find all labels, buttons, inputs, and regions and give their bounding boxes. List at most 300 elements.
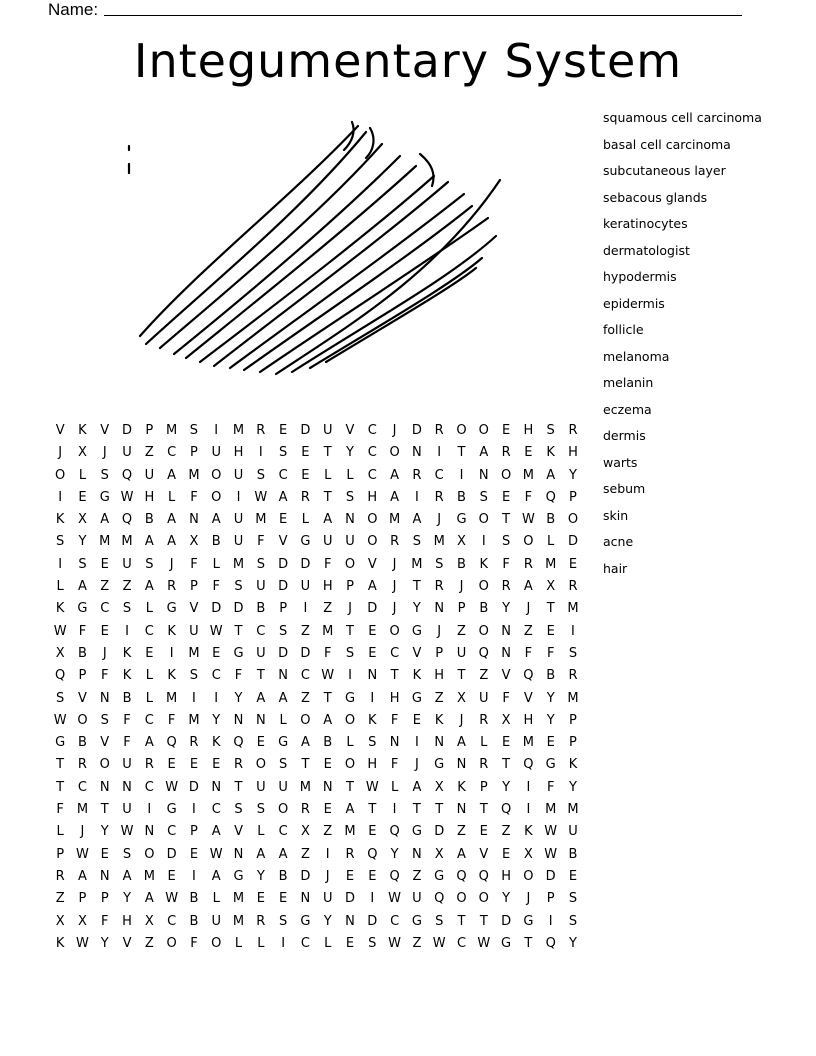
- grid-letter[interactable]: E: [167, 757, 176, 773]
- grid-letter[interactable]: A: [278, 846, 288, 862]
- grid-letter[interactable]: I: [526, 802, 531, 818]
- grid-letter[interactable]: T: [502, 757, 511, 773]
- grid-letter[interactable]: A: [211, 868, 221, 884]
- grid-letter[interactable]: F: [502, 556, 510, 572]
- grid-letter[interactable]: U: [122, 556, 132, 572]
- grid-letter[interactable]: C: [367, 445, 377, 461]
- grid-letter[interactable]: X: [77, 512, 87, 528]
- grid-letter[interactable]: T: [457, 445, 466, 461]
- grid-letter[interactable]: Y: [502, 891, 511, 907]
- grid-letter[interactable]: M: [567, 802, 579, 818]
- grid-letter[interactable]: Y: [502, 779, 511, 795]
- grid-letter[interactable]: Y: [546, 712, 555, 728]
- grid-letter[interactable]: N: [367, 668, 378, 684]
- grid-letter[interactable]: W: [388, 891, 402, 907]
- grid-letter[interactable]: H: [523, 423, 534, 438]
- grid-letter[interactable]: W: [521, 512, 535, 528]
- grid-letter[interactable]: A: [523, 579, 533, 595]
- grid-letter[interactable]: D: [300, 423, 311, 438]
- grid-letter[interactable]: D: [278, 645, 289, 661]
- grid-letter[interactable]: C: [144, 779, 154, 795]
- grid-letter[interactable]: K: [457, 779, 466, 795]
- grid-letter[interactable]: J: [348, 601, 352, 617]
- grid-letter[interactable]: H: [434, 668, 445, 684]
- grid-letter[interactable]: O: [211, 489, 222, 505]
- grid-letter[interactable]: R: [300, 802, 310, 818]
- grid-letter[interactable]: C: [278, 824, 288, 840]
- grid-letter[interactable]: M: [545, 802, 557, 818]
- grid-letter[interactable]: W: [53, 623, 67, 639]
- grid-letter[interactable]: Y: [546, 690, 555, 706]
- grid-letter[interactable]: J: [102, 445, 107, 461]
- grid-letter[interactable]: U: [300, 579, 311, 595]
- grid-letter[interactable]: G: [166, 601, 177, 617]
- grid-letter[interactable]: L: [168, 489, 176, 505]
- grid-letter[interactable]: M: [545, 556, 557, 572]
- grid-letter[interactable]: Z: [457, 623, 466, 639]
- grid-letter[interactable]: W: [477, 935, 491, 951]
- grid-letter[interactable]: B: [546, 512, 556, 528]
- grid-letter[interactable]: O: [367, 534, 378, 550]
- grid-letter[interactable]: O: [500, 467, 512, 483]
- grid-letter[interactable]: N: [99, 779, 110, 795]
- grid-letter[interactable]: M: [322, 623, 334, 639]
- grid-letter[interactable]: Q: [545, 489, 556, 505]
- grid-letter[interactable]: D: [345, 891, 356, 907]
- grid-letter[interactable]: S: [100, 712, 109, 728]
- grid-letter[interactable]: S: [234, 802, 243, 818]
- grid-letter[interactable]: X: [55, 913, 65, 929]
- grid-letter[interactable]: S: [256, 467, 265, 483]
- grid-letter[interactable]: M: [522, 467, 534, 483]
- grid-letter[interactable]: C: [144, 623, 154, 639]
- grid-letter[interactable]: E: [78, 489, 87, 505]
- grid-letter[interactable]: T: [457, 668, 466, 684]
- grid-letter[interactable]: D: [300, 868, 311, 884]
- grid-letter[interactable]: L: [145, 690, 153, 706]
- grid-letter[interactable]: L: [324, 467, 332, 483]
- grid-letter[interactable]: D: [545, 868, 556, 884]
- grid-letter[interactable]: D: [501, 913, 512, 929]
- grid-letter[interactable]: O: [456, 891, 467, 907]
- grid-letter[interactable]: C: [278, 467, 288, 483]
- grid-letter[interactable]: P: [100, 891, 109, 907]
- grid-letter[interactable]: B: [211, 534, 221, 550]
- grid-letter[interactable]: S: [345, 645, 355, 661]
- grid-letter[interactable]: Z: [300, 623, 310, 639]
- grid-letter[interactable]: M: [433, 534, 445, 550]
- grid-letter[interactable]: P: [78, 668, 87, 684]
- grid-letter[interactable]: U: [233, 534, 244, 550]
- grid-letter[interactable]: N: [211, 779, 222, 795]
- grid-letter[interactable]: E: [345, 868, 355, 884]
- grid-letter[interactable]: F: [101, 668, 109, 684]
- grid-letter[interactable]: P: [190, 579, 198, 595]
- grid-letter[interactable]: M: [143, 868, 155, 884]
- grid-letter[interactable]: T: [301, 757, 310, 773]
- grid-letter[interactable]: O: [567, 512, 579, 528]
- grid-letter[interactable]: O: [389, 623, 400, 639]
- grid-letter[interactable]: T: [412, 579, 421, 595]
- grid-letter[interactable]: G: [55, 735, 66, 751]
- grid-letter[interactable]: U: [189, 623, 199, 639]
- grid-letter[interactable]: N: [99, 690, 110, 706]
- grid-letter[interactable]: E: [368, 623, 377, 639]
- grid-letter[interactable]: L: [346, 735, 354, 751]
- grid-letter[interactable]: T: [390, 668, 399, 684]
- grid-letter[interactable]: T: [524, 935, 533, 951]
- grid-letter[interactable]: S: [122, 601, 132, 617]
- grid-letter[interactable]: R: [77, 757, 87, 773]
- grid-letter[interactable]: U: [345, 534, 355, 550]
- grid-letter[interactable]: J: [325, 868, 330, 884]
- grid-letter[interactable]: F: [234, 668, 243, 684]
- grid-letter[interactable]: H: [122, 913, 132, 929]
- grid-letter[interactable]: I: [192, 690, 196, 706]
- grid-letter[interactable]: C: [300, 668, 310, 684]
- grid-letter[interactable]: Q: [121, 512, 133, 528]
- grid-letter[interactable]: O: [478, 891, 489, 907]
- grid-letter[interactable]: C: [434, 467, 444, 483]
- grid-letter[interactable]: E: [323, 802, 332, 818]
- grid-letter[interactable]: Q: [166, 735, 177, 751]
- grid-letter[interactable]: R: [256, 913, 266, 929]
- grid-letter[interactable]: S: [145, 556, 154, 572]
- grid-letter[interactable]: G: [434, 868, 445, 884]
- grid-letter[interactable]: I: [526, 779, 531, 795]
- grid-letter[interactable]: K: [122, 668, 132, 684]
- grid-letter[interactable]: G: [77, 601, 88, 617]
- grid-letter[interactable]: I: [236, 489, 241, 505]
- grid-letter[interactable]: B: [144, 512, 154, 528]
- grid-letter[interactable]: T: [56, 757, 65, 773]
- grid-letter[interactable]: D: [122, 423, 133, 438]
- grid-letter[interactable]: R: [479, 712, 489, 728]
- grid-letter[interactable]: R: [256, 423, 266, 438]
- grid-letter[interactable]: T: [234, 779, 243, 795]
- grid-letter[interactable]: U: [456, 645, 467, 661]
- grid-letter[interactable]: S: [568, 891, 578, 907]
- grid-letter[interactable]: M: [76, 802, 89, 818]
- grid-letter[interactable]: G: [411, 690, 422, 706]
- grid-letter[interactable]: I: [169, 645, 174, 661]
- grid-letter[interactable]: J: [526, 601, 531, 617]
- grid-letter[interactable]: N: [345, 913, 355, 929]
- grid-letter[interactable]: M: [255, 512, 267, 528]
- grid-letter[interactable]: G: [545, 757, 556, 773]
- grid-letter[interactable]: N: [456, 802, 467, 818]
- grid-letter[interactable]: J: [392, 556, 397, 572]
- grid-letter[interactable]: E: [256, 891, 265, 907]
- grid-letter[interactable]: E: [501, 735, 511, 751]
- grid-letter[interactable]: K: [78, 423, 87, 438]
- grid-letter[interactable]: F: [123, 735, 131, 751]
- grid-letter[interactable]: P: [569, 712, 577, 728]
- grid-letter[interactable]: W: [165, 779, 179, 795]
- grid-letter[interactable]: L: [78, 467, 87, 483]
- grid-letter[interactable]: B: [457, 489, 466, 505]
- grid-letter[interactable]: H: [501, 868, 511, 884]
- grid-letter[interactable]: G: [278, 735, 289, 751]
- grid-letter[interactable]: A: [278, 489, 288, 505]
- grid-letter[interactable]: V: [234, 824, 243, 840]
- grid-letter[interactable]: Q: [55, 668, 66, 684]
- grid-letter[interactable]: M: [299, 779, 312, 795]
- grid-letter[interactable]: F: [190, 556, 198, 572]
- grid-letter[interactable]: D: [567, 534, 578, 550]
- grid-letter[interactable]: N: [478, 467, 489, 483]
- grid-letter[interactable]: Q: [233, 735, 244, 751]
- grid-letter[interactable]: W: [53, 712, 67, 728]
- grid-letter[interactable]: U: [233, 467, 244, 483]
- grid-letter[interactable]: R: [568, 579, 578, 595]
- grid-letter[interactable]: B: [546, 668, 556, 684]
- grid-letter[interactable]: T: [323, 489, 332, 505]
- grid-letter[interactable]: N: [434, 735, 445, 751]
- grid-letter[interactable]: D: [233, 601, 244, 617]
- grid-letter[interactable]: A: [412, 512, 422, 528]
- grid-letter[interactable]: M: [188, 467, 200, 483]
- grid-letter[interactable]: E: [189, 757, 199, 773]
- grid-letter[interactable]: L: [257, 824, 265, 840]
- grid-letter[interactable]: O: [523, 534, 534, 550]
- grid-letter[interactable]: M: [232, 556, 245, 572]
- grid-letter[interactable]: P: [479, 779, 488, 795]
- grid-letter[interactable]: V: [501, 668, 511, 684]
- grid-letter[interactable]: L: [547, 534, 555, 550]
- grid-letter[interactable]: N: [99, 868, 110, 884]
- grid-letter[interactable]: R: [189, 735, 199, 751]
- grid-letter[interactable]: A: [256, 690, 266, 706]
- grid-letter[interactable]: R: [501, 445, 511, 461]
- grid-letter[interactable]: Z: [434, 690, 444, 706]
- grid-letter[interactable]: A: [412, 779, 422, 795]
- grid-letter[interactable]: E: [100, 556, 109, 572]
- grid-letter[interactable]: I: [392, 802, 397, 818]
- grid-letter[interactable]: U: [278, 779, 288, 795]
- grid-letter[interactable]: S: [278, 623, 288, 639]
- grid-letter[interactable]: U: [322, 534, 333, 550]
- grid-letter[interactable]: S: [189, 423, 199, 438]
- grid-letter[interactable]: C: [256, 623, 266, 639]
- grid-letter[interactable]: D: [367, 601, 378, 617]
- grid-letter[interactable]: I: [370, 690, 375, 706]
- grid-letter[interactable]: D: [188, 779, 199, 795]
- grid-letter[interactable]: R: [390, 534, 400, 550]
- grid-letter[interactable]: X: [457, 534, 466, 550]
- grid-letter[interactable]: R: [55, 868, 65, 884]
- grid-letter[interactable]: D: [367, 913, 378, 929]
- grid-letter[interactable]: J: [58, 445, 63, 461]
- grid-letter[interactable]: H: [233, 445, 244, 461]
- grid-letter[interactable]: A: [77, 579, 87, 595]
- grid-letter[interactable]: W: [321, 668, 335, 684]
- grid-letter[interactable]: U: [568, 824, 578, 840]
- grid-letter[interactable]: E: [368, 824, 377, 840]
- grid-letter[interactable]: A: [390, 467, 400, 483]
- grid-letter[interactable]: E: [479, 824, 488, 840]
- grid-letter[interactable]: A: [323, 712, 333, 728]
- grid-letter[interactable]: T: [546, 601, 555, 617]
- grid-letter[interactable]: M: [166, 423, 178, 438]
- grid-letter[interactable]: J: [392, 579, 397, 595]
- grid-letter[interactable]: Y: [569, 467, 577, 483]
- grid-letter[interactable]: N: [189, 512, 199, 528]
- grid-letter[interactable]: Q: [523, 757, 534, 773]
- grid-letter[interactable]: D: [300, 556, 311, 572]
- grid-letter[interactable]: E: [212, 645, 221, 661]
- grid-letter[interactable]: O: [211, 935, 222, 951]
- grid-letter[interactable]: I: [192, 802, 196, 818]
- grid-letter[interactable]: D: [278, 556, 289, 572]
- grid-letter[interactable]: W: [432, 935, 446, 951]
- grid-letter[interactable]: Q: [389, 824, 400, 840]
- grid-letter[interactable]: B: [479, 601, 489, 617]
- grid-letter[interactable]: P: [569, 735, 577, 751]
- grid-letter[interactable]: E: [301, 467, 310, 483]
- grid-letter[interactable]: N: [389, 735, 400, 751]
- grid-letter[interactable]: B: [77, 735, 87, 751]
- grid-letter[interactable]: N: [412, 846, 422, 862]
- grid-letter[interactable]: P: [78, 891, 87, 907]
- grid-letter[interactable]: A: [144, 735, 154, 751]
- grid-letter[interactable]: K: [524, 824, 533, 840]
- grid-letter[interactable]: B: [323, 735, 333, 751]
- grid-letter[interactable]: I: [147, 802, 152, 818]
- grid-letter[interactable]: Q: [500, 802, 512, 818]
- grid-letter[interactable]: Z: [55, 891, 65, 907]
- grid-letter[interactable]: A: [390, 489, 400, 505]
- grid-letter[interactable]: T: [100, 802, 109, 818]
- grid-letter[interactable]: I: [325, 846, 330, 862]
- grid-letter[interactable]: T: [256, 668, 265, 684]
- grid-letter[interactable]: S: [256, 802, 265, 818]
- grid-letter[interactable]: Y: [323, 913, 332, 929]
- grid-letter[interactable]: F: [524, 489, 533, 505]
- grid-letter[interactable]: Q: [456, 868, 467, 884]
- grid-letter[interactable]: N: [122, 779, 132, 795]
- grid-letter[interactable]: R: [501, 579, 511, 595]
- grid-letter[interactable]: O: [55, 467, 66, 483]
- grid-letter[interactable]: W: [209, 846, 223, 862]
- grid-letter[interactable]: M: [232, 423, 245, 438]
- grid-letter[interactable]: K: [568, 757, 578, 773]
- grid-letter[interactable]: F: [212, 579, 220, 595]
- grid-letter[interactable]: P: [546, 891, 555, 907]
- grid-letter[interactable]: I: [125, 623, 129, 639]
- grid-letter[interactable]: U: [256, 579, 266, 595]
- grid-letter[interactable]: C: [456, 935, 467, 951]
- grid-letter[interactable]: B: [256, 601, 266, 617]
- grid-letter[interactable]: N: [456, 757, 467, 773]
- grid-letter[interactable]: L: [212, 891, 220, 907]
- grid-letter[interactable]: M: [411, 556, 423, 572]
- grid-letter[interactable]: C: [77, 779, 87, 795]
- grid-letter[interactable]: B: [278, 868, 288, 884]
- grid-letter[interactable]: Z: [144, 445, 154, 461]
- grid-letter[interactable]: C: [144, 712, 154, 728]
- grid-letter[interactable]: E: [167, 868, 176, 884]
- grid-letter[interactable]: E: [501, 489, 511, 505]
- grid-letter[interactable]: W: [120, 824, 134, 840]
- grid-letter[interactable]: C: [300, 935, 310, 951]
- grid-letter[interactable]: L: [145, 668, 153, 684]
- grid-letter[interactable]: P: [279, 601, 288, 617]
- grid-letter[interactable]: C: [211, 668, 221, 684]
- grid-letter[interactable]: Y: [346, 445, 354, 461]
- grid-letter[interactable]: G: [411, 623, 422, 639]
- grid-letter[interactable]: B: [457, 556, 466, 572]
- grid-letter[interactable]: S: [568, 645, 578, 661]
- grid-letter[interactable]: Z: [412, 935, 422, 951]
- grid-letter[interactable]: A: [144, 579, 154, 595]
- grid-letter[interactable]: T: [234, 623, 243, 639]
- grid-letter[interactable]: A: [479, 445, 489, 461]
- grid-letter[interactable]: H: [322, 579, 333, 595]
- grid-letter[interactable]: Q: [434, 891, 445, 907]
- grid-letter[interactable]: S: [568, 913, 578, 929]
- grid-letter[interactable]: Z: [501, 824, 511, 840]
- grid-letter[interactable]: M: [388, 512, 401, 528]
- grid-letter[interactable]: F: [524, 645, 533, 661]
- grid-letter[interactable]: C: [167, 913, 177, 929]
- grid-letter[interactable]: B: [77, 645, 87, 661]
- grid-letter[interactable]: J: [392, 601, 397, 617]
- grid-letter[interactable]: V: [100, 735, 110, 751]
- grid-letter[interactable]: N: [322, 779, 333, 795]
- grid-letter[interactable]: E: [568, 868, 578, 884]
- grid-letter[interactable]: A: [144, 534, 154, 550]
- grid-letter[interactable]: A: [457, 846, 466, 862]
- grid-letter[interactable]: U: [412, 891, 422, 907]
- grid-letter[interactable]: R: [144, 757, 154, 773]
- grid-letter[interactable]: O: [456, 423, 467, 438]
- grid-letter[interactable]: W: [544, 824, 558, 840]
- grid-letter[interactable]: K: [55, 935, 65, 951]
- grid-letter[interactable]: C: [390, 913, 400, 929]
- grid-letter[interactable]: S: [234, 579, 243, 595]
- grid-letter[interactable]: H: [367, 757, 378, 773]
- grid-letter[interactable]: R: [345, 846, 355, 862]
- grid-letter[interactable]: J: [80, 824, 85, 840]
- grid-letter[interactable]: L: [56, 579, 64, 595]
- grid-letter[interactable]: F: [190, 489, 198, 505]
- grid-letter[interactable]: P: [190, 445, 198, 461]
- grid-letter[interactable]: O: [478, 423, 489, 438]
- grid-letter[interactable]: X: [77, 445, 87, 461]
- grid-letter[interactable]: R: [300, 489, 310, 505]
- grid-letter[interactable]: Q: [478, 868, 489, 884]
- grid-letter[interactable]: U: [211, 445, 221, 461]
- grid-letter[interactable]: V: [278, 534, 288, 550]
- grid-letter[interactable]: A: [546, 467, 556, 483]
- grid-letter[interactable]: I: [437, 445, 442, 461]
- grid-letter[interactable]: C: [367, 423, 377, 438]
- grid-letter[interactable]: O: [344, 757, 356, 773]
- grid-letter[interactable]: X: [546, 579, 556, 595]
- grid-letter[interactable]: G: [344, 690, 356, 706]
- grid-letter[interactable]: Y: [412, 601, 421, 617]
- grid-letter[interactable]: U: [122, 757, 132, 773]
- grid-letter[interactable]: F: [390, 712, 399, 728]
- grid-letter[interactable]: N: [233, 846, 244, 862]
- grid-letter[interactable]: D: [166, 846, 177, 862]
- grid-letter[interactable]: O: [367, 512, 378, 528]
- grid-letter[interactable]: A: [100, 512, 110, 528]
- grid-letter[interactable]: L: [301, 512, 310, 528]
- grid-letter[interactable]: O: [344, 712, 356, 728]
- grid-letter[interactable]: H: [389, 690, 400, 706]
